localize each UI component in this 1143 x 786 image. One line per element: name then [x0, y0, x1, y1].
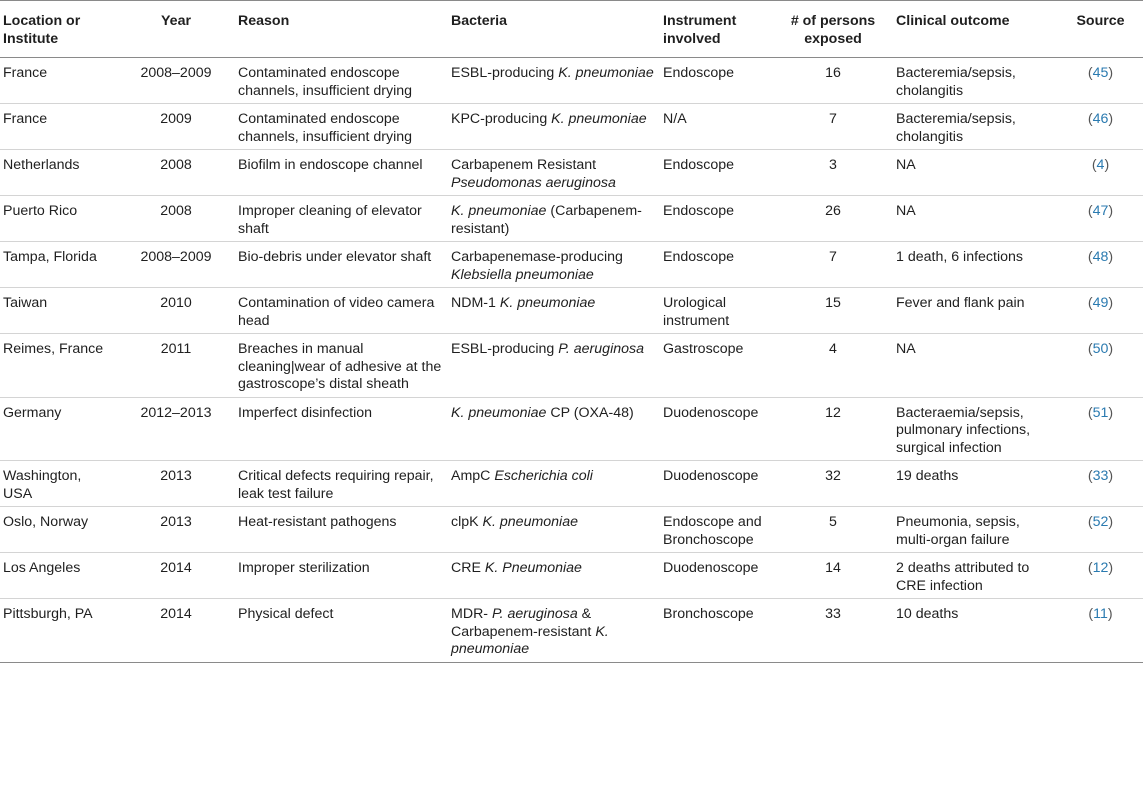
table-row: [0, 288, 1143, 334]
cell-clinical-outcome: Bacteraemia/sepsis, pulmonary infections, surgical infection: [896, 404, 1031, 456]
cell-year: 2008: [160, 157, 192, 173]
cell-year: 2011: [160, 341, 192, 357]
table-row: [0, 58, 1143, 104]
cell-source: (4): [1091, 157, 1110, 173]
header-instrument: Instrument involved: [663, 13, 737, 47]
cell-bacteria: [447, 553, 659, 599]
cell-location: Netherlands: [3, 157, 80, 173]
header-reason: Reason: [238, 13, 290, 29]
cell-instrument: N/A: [663, 111, 687, 127]
source-reference-link[interactable]: 51: [1092, 404, 1109, 421]
bacteria-text: clpK: [451, 514, 483, 530]
cell-reason: Improper sterilization: [238, 560, 370, 576]
cell-instrument: Duodenoscope: [663, 468, 759, 484]
cell-instrument: Endoscope: [663, 249, 734, 265]
cell-bacteria: [447, 334, 659, 398]
cell-source: (47): [1087, 203, 1114, 219]
cell-year: 2012–2013: [140, 404, 212, 421]
cell-persons-exposed: 12: [825, 404, 841, 421]
cell-instrument: Duodenoscope: [663, 404, 759, 421]
source-reference-link[interactable]: 50: [1092, 341, 1109, 357]
cell-bacteria: [447, 507, 659, 553]
bacteria-text: (Carbapenem-resistant): [451, 203, 642, 237]
cell-reason: Bio-debris under elevator shaft: [238, 249, 432, 265]
bacteria-species-italic: Escherichia coli: [494, 468, 593, 484]
cell-reason: Contaminated endoscope channels, insufficient drying: [238, 111, 413, 145]
cell-year: 2013: [160, 468, 192, 484]
cell-reason: Physical defect: [238, 606, 334, 622]
bacteria-species-italic: K. pneumoniae: [482, 514, 578, 530]
source-reference-link[interactable]: 45: [1092, 65, 1109, 81]
cell-clinical-outcome: NA: [896, 341, 916, 357]
cell-bacteria: [447, 288, 659, 334]
source-reference-link[interactable]: 48: [1092, 249, 1109, 265]
cell-source: (11): [1088, 606, 1113, 622]
cell-instrument: Gastroscope: [663, 341, 744, 357]
cell-source: (50): [1087, 341, 1114, 357]
cell-persons-exposed: 16: [825, 65, 841, 81]
cell-clinical-outcome: NA: [896, 157, 916, 173]
cell-clinical-outcome: Fever and flank pain: [896, 295, 1025, 311]
bacteria-text: AmpC: [451, 468, 495, 484]
cell-clinical-outcome: Bacteremia/sepsis, cholangitis: [896, 65, 1016, 99]
cell-reason: Heat-resistant pathogens: [238, 514, 397, 530]
cell-reason: Improper cleaning of elevator shaft: [238, 203, 422, 237]
cell-bacteria: [447, 461, 659, 507]
bacteria-text: MDR-: [451, 606, 492, 622]
bacteria-species-italic: P. aeruginosa: [491, 606, 578, 622]
cell-source: (52): [1087, 514, 1114, 530]
cell-persons-exposed: 26: [825, 203, 841, 219]
cell-source: (49): [1087, 295, 1114, 311]
bacteria-species-italic: K. Pneumoniae: [484, 560, 582, 576]
cell-bacteria: [447, 397, 659, 461]
cell-reason: Breaches in manual cleaning|wear of adhesive at the gastroscope’s distal sheath: [238, 341, 442, 392]
cell-year: 2010: [160, 295, 192, 311]
cell-bacteria: [447, 104, 659, 150]
cell-source: (46): [1087, 111, 1114, 127]
cell-bacteria: [447, 196, 659, 242]
cell-persons-exposed: 4: [829, 341, 837, 357]
header-bacteria: Bacteria: [451, 13, 507, 29]
cell-bacteria: [447, 58, 659, 104]
header-persons-exposed: # of persons exposed: [790, 13, 876, 47]
cell-location: Reimes, France: [3, 341, 104, 357]
cell-source: (48): [1087, 249, 1114, 265]
header-year: Year: [161, 13, 191, 29]
cell-bacteria: [447, 599, 659, 663]
cell-year: 2014: [160, 606, 192, 622]
cell-clinical-outcome: 10 deaths: [896, 606, 959, 622]
header-source: Source: [1076, 13, 1125, 29]
source-reference-link[interactable]: 52: [1092, 514, 1109, 530]
bacteria-text: CP (OXA-48): [546, 404, 634, 421]
source-reference-link[interactable]: 12: [1092, 560, 1109, 576]
bacteria-text: & Carbapenem-resistant: [451, 606, 596, 640]
table-row: [0, 553, 1143, 599]
bacteria-species-italic: K. pneumoniae: [551, 111, 647, 127]
table-row: [0, 397, 1143, 461]
cell-instrument: Endoscope: [663, 65, 734, 81]
cell-instrument: Duodenoscope: [663, 560, 759, 576]
cell-instrument: Endoscope and Bronchoscope: [663, 514, 762, 548]
cell-instrument: Bronchoscope: [663, 606, 754, 622]
bacteria-species-italic: Klebsiella pneumoniae: [451, 266, 594, 283]
table-body: [0, 58, 1143, 663]
source-reference-link[interactable]: 11: [1093, 606, 1108, 622]
table-row: [0, 334, 1143, 398]
bacteria-text: ESBL-producing: [451, 65, 559, 81]
bacteria-species-italic: Pseudomonas aeruginosa: [451, 174, 616, 191]
table-row: [0, 104, 1143, 150]
bacteria-species-italic: K. pneumoniae: [558, 65, 654, 81]
cell-instrument: Endoscope: [663, 203, 734, 219]
table-row: [0, 461, 1143, 507]
cell-persons-exposed: 5: [829, 514, 837, 530]
table-row: [0, 196, 1143, 242]
cell-year: 2008–2009: [140, 249, 212, 265]
cell-year: 2014: [160, 560, 192, 576]
cell-year: 2013: [160, 514, 192, 530]
table-row: [0, 507, 1143, 553]
cell-location: France: [3, 65, 48, 81]
source-reference-link[interactable]: 33: [1092, 468, 1109, 484]
cell-clinical-outcome: Pneumonia, sepsis, multi-organ failure: [896, 514, 1020, 548]
cell-instrument: Urological instrument: [663, 295, 730, 329]
source-reference-link[interactable]: 47: [1092, 203, 1109, 219]
header-location: Location or Institute: [3, 13, 81, 47]
cell-location: Washington, USA: [3, 468, 82, 502]
bacteria-text: ESBL-producing: [451, 341, 559, 357]
bacteria-species-italic: K. pneumoniae: [451, 623, 609, 657]
cell-source: (33): [1087, 468, 1114, 484]
bacteria-text: CRE: [451, 560, 485, 576]
cell-bacteria: [447, 242, 659, 288]
cell-location: Taiwan: [3, 295, 48, 311]
cell-location: Pittsburgh, PA: [3, 606, 93, 622]
header-row: [0, 1, 1143, 58]
cell-location: Germany: [3, 404, 62, 421]
cell-clinical-outcome: 2 deaths attributed to CRE infection: [896, 560, 1030, 594]
cell-location: Tampa, Florida: [3, 249, 97, 265]
bacteria-text: KPC-producing: [451, 111, 552, 127]
cell-clinical-outcome: 1 death, 6 infections: [896, 249, 1023, 265]
bacteria-text: Carbapenemase-producing: [451, 249, 623, 265]
bacteria-species-italic: P. aeruginosa: [558, 341, 644, 357]
cell-instrument: Endoscope: [663, 157, 734, 173]
cell-location: Puerto Rico: [3, 203, 78, 219]
cell-clinical-outcome: Bacteremia/sepsis, cholangitis: [896, 111, 1016, 145]
cell-persons-exposed: 33: [825, 606, 841, 622]
source-reference-link[interactable]: 49: [1092, 295, 1109, 311]
cell-location: France: [3, 111, 48, 127]
cell-persons-exposed: 7: [829, 249, 837, 265]
cell-persons-exposed: 7: [829, 111, 837, 127]
bacteria-species-italic: K. pneumoniae: [451, 203, 547, 219]
bacteria-species-italic: K. pneumoniae: [451, 404, 547, 421]
table-row: [0, 150, 1143, 196]
cell-location: Los Angeles: [3, 560, 81, 576]
cell-location: Oslo, Norway: [3, 514, 89, 530]
cell-year: 2008–2009: [140, 65, 212, 81]
cell-reason: Contaminated endoscope channels, insufficient drying: [238, 65, 413, 99]
cell-year: 2009: [160, 111, 192, 127]
source-reference-link[interactable]: 4: [1096, 157, 1105, 173]
cell-reason: Contamination of video camera head: [238, 295, 435, 329]
table-row: [0, 599, 1143, 663]
cell-year: 2008: [160, 203, 192, 219]
cell-persons-exposed: 15: [825, 295, 841, 311]
cell-persons-exposed: 3: [829, 157, 837, 173]
table-row: [0, 242, 1143, 288]
cell-reason: Critical defects requiring repair, leak test failure: [238, 468, 434, 502]
source-reference-link[interactable]: 46: [1092, 111, 1109, 127]
bacteria-text: Carbapenem Resistant: [451, 157, 597, 173]
cell-clinical-outcome: NA: [896, 203, 916, 219]
header-clinical-outcome: Clinical outcome: [896, 13, 1010, 29]
cell-reason: Biofilm in endoscope channel: [238, 157, 423, 173]
bacteria-species-italic: K. pneumoniae: [499, 295, 596, 311]
cell-clinical-outcome: 19 deaths: [896, 468, 959, 484]
cell-source: (45): [1087, 65, 1114, 81]
cell-bacteria: [447, 150, 659, 196]
cell-reason: Imperfect disinfection: [238, 404, 373, 421]
cell-source: (12): [1087, 560, 1114, 576]
cell-persons-exposed: 14: [825, 560, 841, 576]
bacteria-text: NDM-1: [451, 295, 500, 311]
cell-persons-exposed: 32: [825, 468, 841, 484]
cell-source: (51): [1087, 404, 1114, 421]
